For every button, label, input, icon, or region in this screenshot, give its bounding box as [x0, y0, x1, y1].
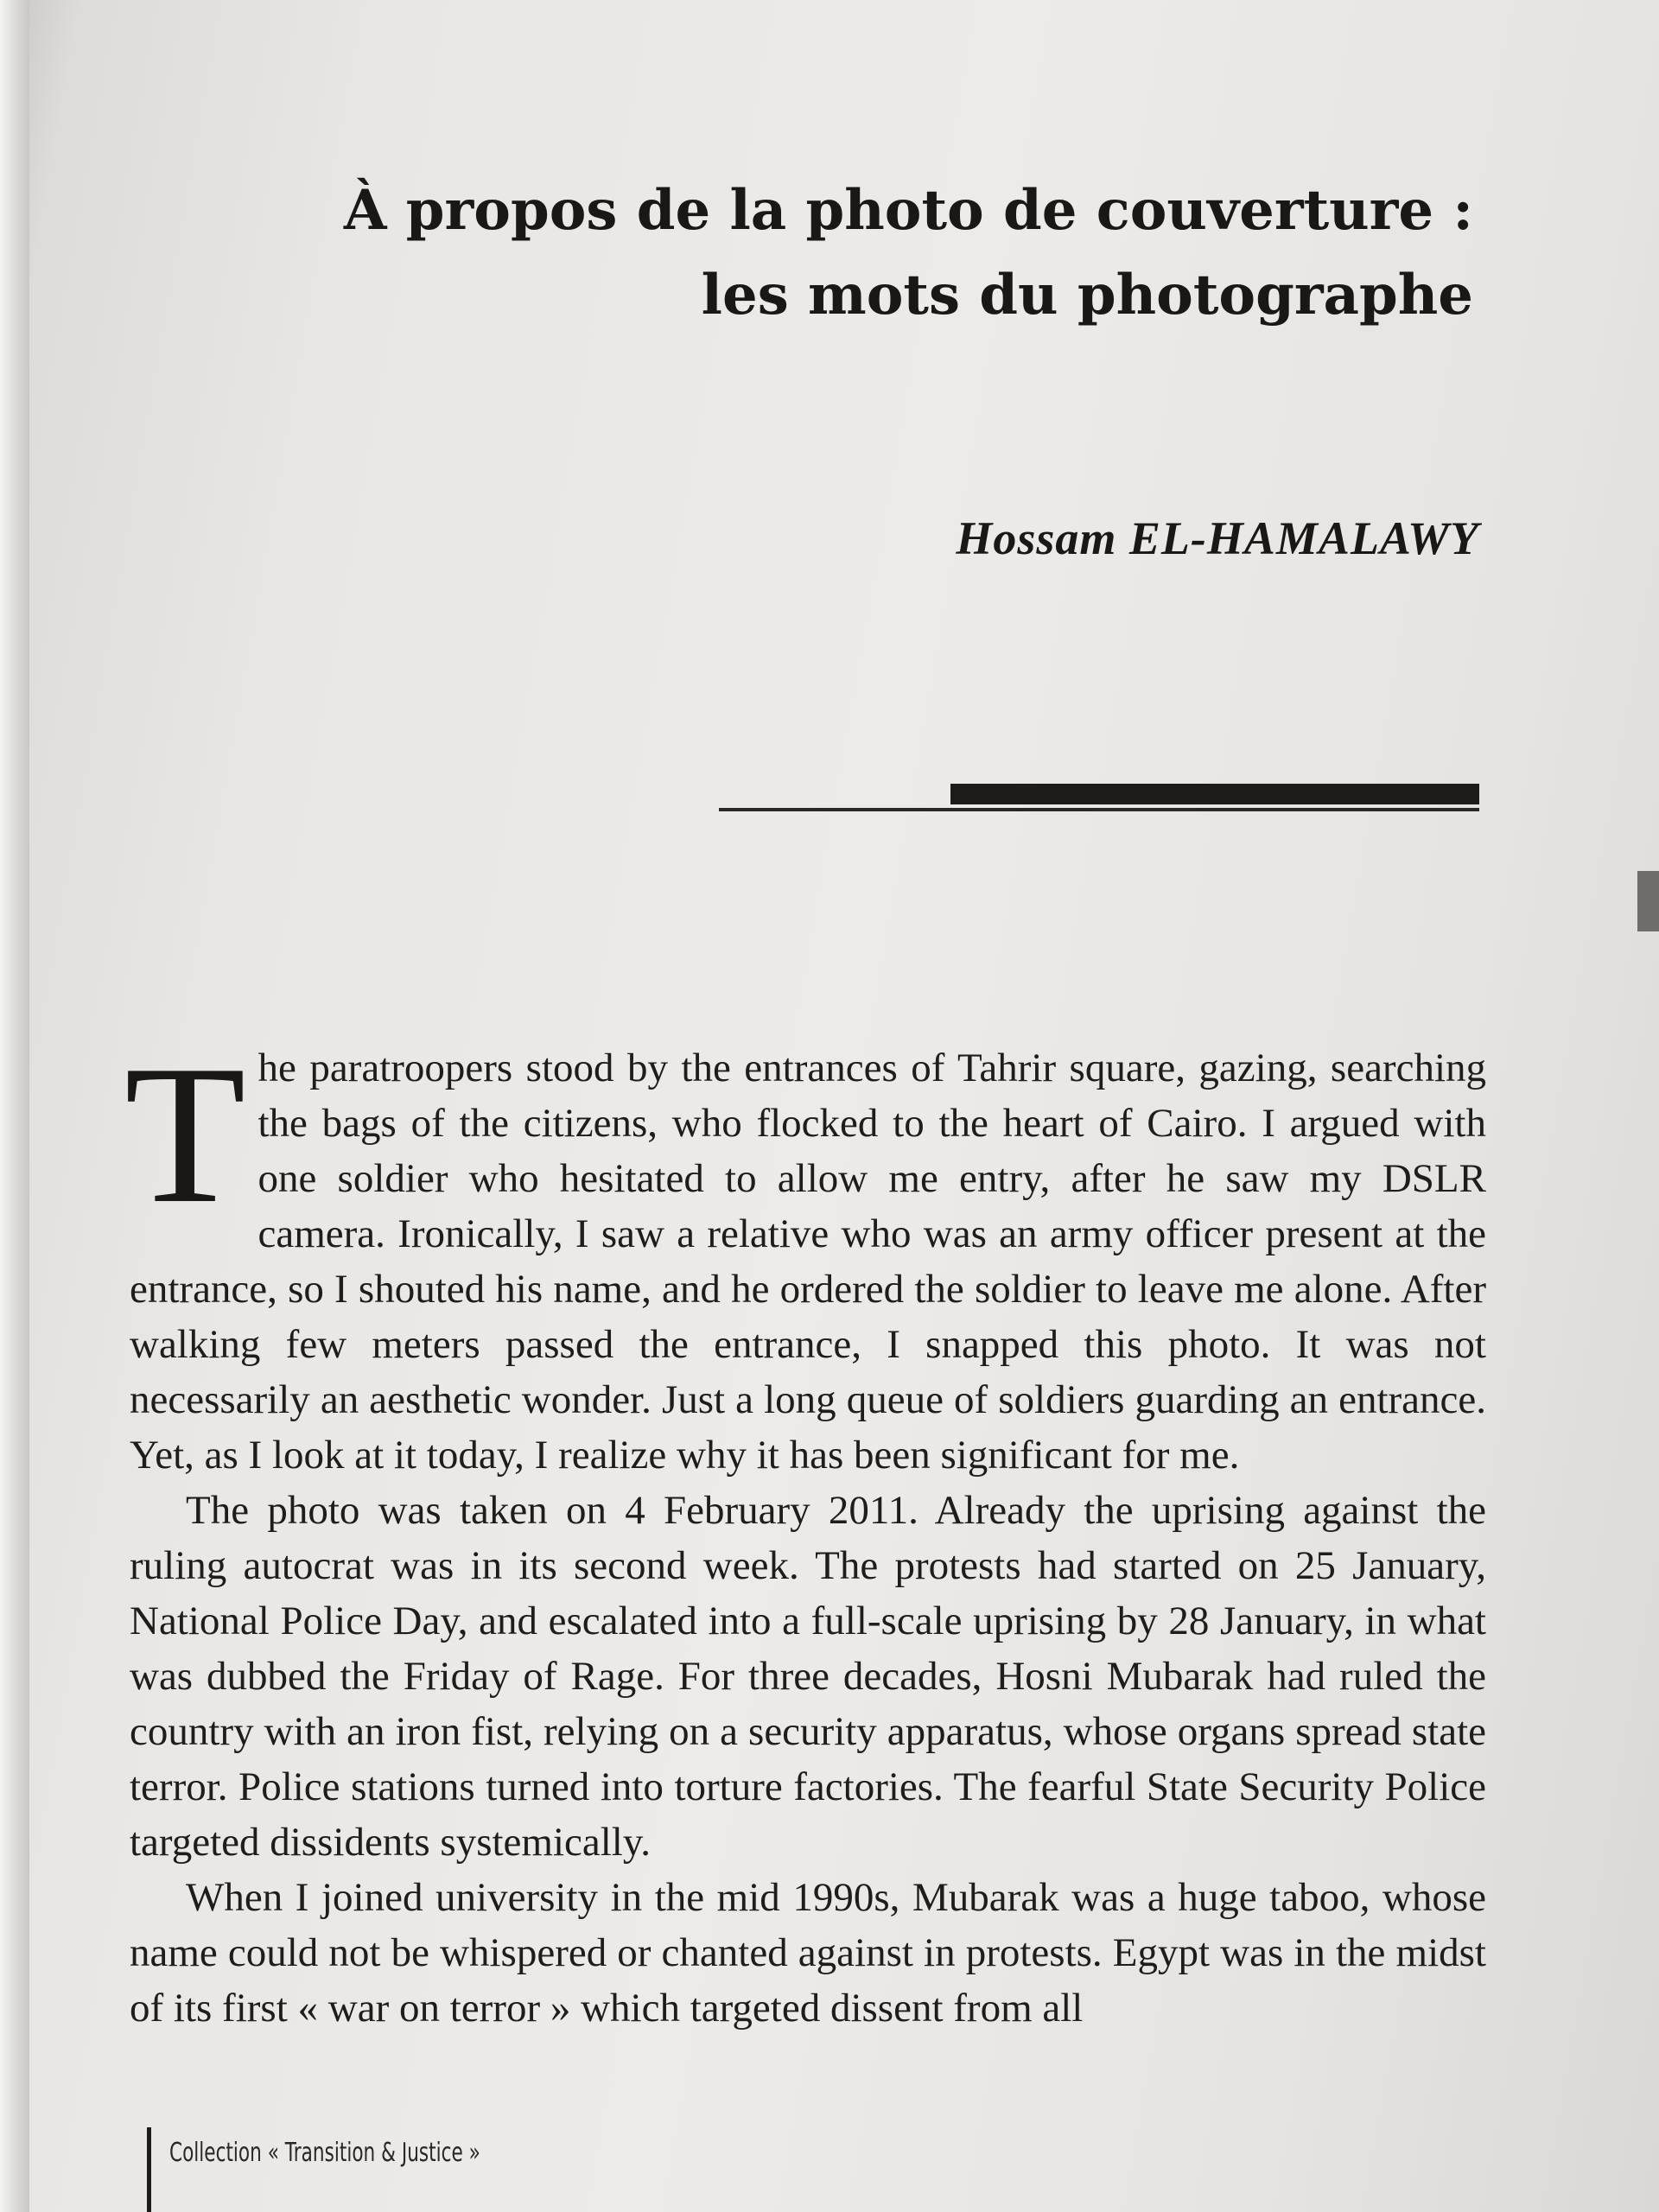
- decorative-rule-thick: [950, 784, 1479, 804]
- paragraph-1-text: he paratroopers stood by the entrances of Tahrir square, gazing, searching the bags of the citizens, who flocked to the heart of Cairo. I argued with one soldier who hesitated to allow me entry, after he saw my DSLR camera. Ironically, I saw a relative who was an army officer present at the entrance, so I shouted his name, and he ordered the soldier to leave me alone. After walking few meters passed the entrance, I snapped this photo. It was not necessarily an aesthetic wonder. Just a long queue of soldiers guarding an entrance. Yet, as I look at it today, I realize why it has been significant for me.: [130, 1046, 1486, 1478]
- paragraph-2: The photo was taken on 4 February 2011. Already the uprising against the ruling autocrat was in its second week. The protests had started on 25 January, National Police Day, and escalated into a full-scale uprising by 28 January, in what was dubbed the Friday of Rage. For three decades, Hosni Mubarak had ruled the country with an iron fist, relying on a security apparatus, whose organs spread state terror. Police stations turned into torture factories. The fearful State Security Police targeted dissidents systemically.: [130, 1488, 1486, 1865]
- drop-cap: T: [124, 1024, 246, 1244]
- footer-collection-label: Collection « Transition & Justice »: [169, 2138, 480, 2168]
- page-edge-tab: [1637, 871, 1659, 931]
- author-name: Hossam EL-HAMALAWY: [956, 512, 1479, 564]
- paragraph-1: [124, 1024, 1486, 1483]
- decorative-rule-thin: [719, 808, 1479, 811]
- page-gutter-shadow: [0, 0, 29, 2212]
- paragraph-3: When I joined university in the mid 1990s, Mubarak was a huge taboo, whose name could not be whispered or chanted against in protests. Egypt was in the midst of its first « war on terror » which targeted dissent from all: [130, 1875, 1486, 2031]
- page-title-line-1: À propos de la photo de couverture :: [343, 178, 1473, 243]
- page-title-line-2: les mots du photographe: [701, 263, 1473, 327]
- page-title: [259, 168, 1473, 338]
- article-body: [124, 1024, 1486, 2036]
- footer-bar: [147, 2127, 151, 2212]
